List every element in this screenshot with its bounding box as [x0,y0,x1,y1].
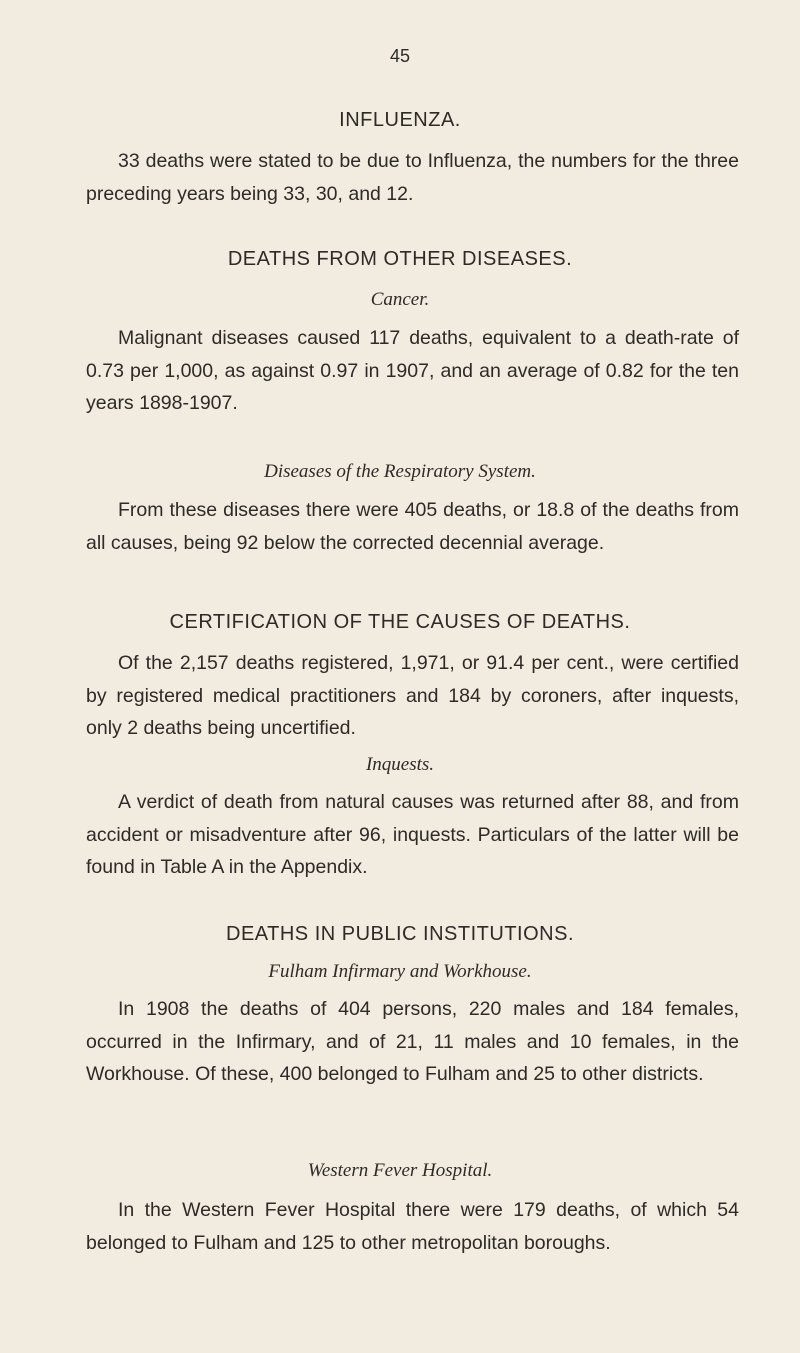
public-institutions-heading: DEATHS IN PUBLIC INSTITUTIONS. [226,923,574,945]
influenza-paragraph [86,145,739,210]
western-subheading: Western Fever Hospital. [307,1160,493,1181]
western-text: In the Western Fever Hospital there were 179 deaths, of which 54 belonged to Fulham and 125 to other metropolitan boroughs. [86,1199,739,1254]
respiratory-text: From these diseases there were 405 deaths, or 18.8 of the deaths from all causes, being 92 below the corrected decennial average. [86,499,739,554]
respiratory-subheading: Diseases of the Respiratory System. [264,461,536,482]
inquests-subheading: Inquests. [365,754,435,775]
cancer-paragraph [86,322,739,420]
influenza-text: 33 deaths were stated to be due to Influenza, the numbers for the three preceding years being 33, 30, and 12. [86,150,739,205]
western-paragraph [86,1194,739,1259]
certification-text: Of the 2,157 deaths registered, 1,971, or 91.4 per cent., were certified by registered medical practitioners and 184 by coroners, after inquests, only 2 deaths being uncertified. [86,652,739,739]
influenza-heading: INFLUENZA. [339,109,461,131]
page-number: 45 [389,46,411,66]
cancer-subheading: Cancer. [370,289,430,310]
fulham-paragraph [86,993,739,1091]
fulham-text: In 1908 the deaths of 404 persons, 220 males and 184 females, occurred in the Infirmary, and of 21, 11 males and 10 females, in the Workhouse. Of these, 400 belonged to Fulham and 25 to other districts. [86,998,739,1085]
cancer-text: Malignant diseases caused 117 deaths, equivalent to a death-rate of 0.73 per 1,000, as against 0.97 in 1907, and an average of 0.82 for the ten years 1898-1907. [86,327,739,414]
certification-paragraph [86,647,739,745]
fulham-subheading: Fulham Infirmary and Workhouse. [268,961,532,982]
other-diseases-heading: DEATHS FROM OTHER DISEASES. [227,248,573,270]
certification-heading: CERTIFICATION OF THE CAUSES OF DEATHS. [169,611,631,633]
inquests-text: A verdict of death from natural causes was returned after 88, and from accident or misadventure after 96, inquests. Particulars of the latter will be found in Table A in the Appendix. [86,791,739,878]
inquests-paragraph [86,786,739,884]
respiratory-paragraph [86,494,739,559]
